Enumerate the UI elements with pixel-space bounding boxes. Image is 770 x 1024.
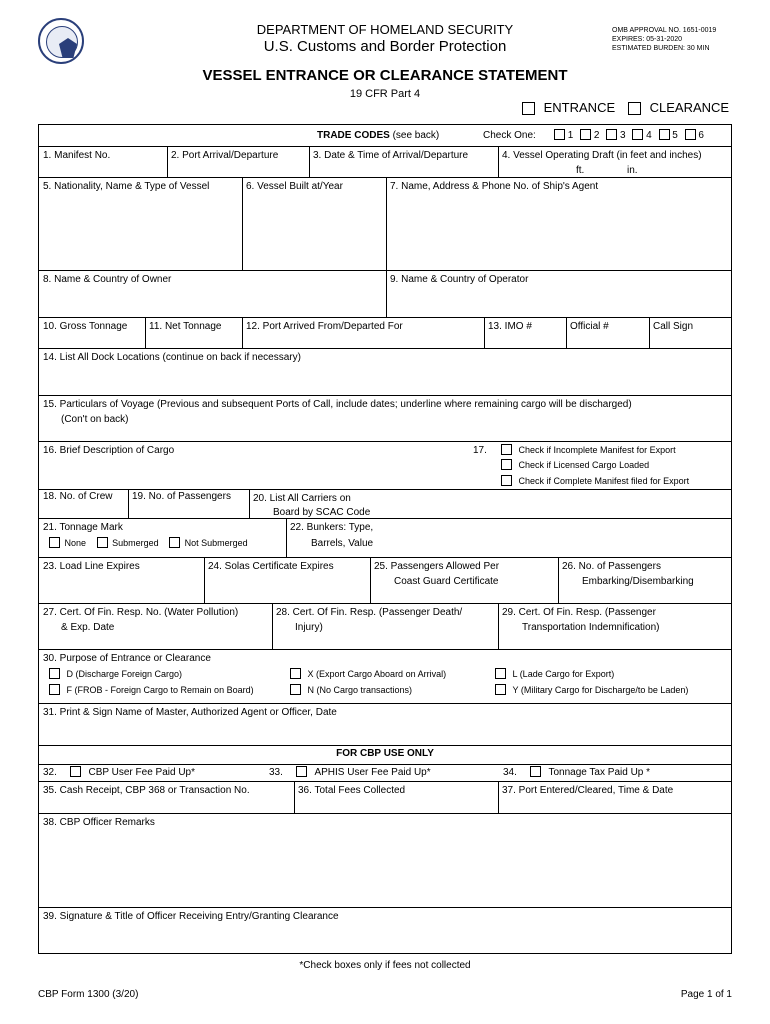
form-grid	[38, 124, 732, 954]
incomplete-manifest-checkbox[interactable]	[501, 444, 512, 455]
total-fees-field[interactable]: 36. Total Fees Collected	[298, 785, 406, 796]
manifest-no-field[interactable]: 1. Manifest No.	[43, 150, 111, 161]
check-one-label: Check One:	[483, 130, 536, 141]
aphis-fee-option[interactable]: 33. APHIS User Fee Paid Up*	[269, 767, 431, 778]
bunkers-field-line2: Barrels, Value	[311, 538, 374, 549]
voyage-cont-label: (Con't on back)	[61, 414, 129, 425]
draft-ft-label: ft.	[576, 165, 585, 176]
complete-manifest-checkbox[interactable]	[501, 475, 512, 486]
purpose-x-checkbox[interactable]	[290, 668, 301, 679]
solas-certificate-field[interactable]: 24. Solas Certificate Expires	[208, 561, 334, 572]
official-no-field[interactable]: Official #	[570, 321, 609, 332]
gross-tonnage-field[interactable]: 10. Gross Tonnage	[43, 321, 128, 332]
transport-indemnification-line2: Transportation Indemnification)	[522, 622, 660, 633]
form-number: CBP Form 1300 (3/20)	[38, 989, 139, 1000]
nationality-field[interactable]: 5. Nationality, Name & Type of Vessel	[43, 181, 210, 192]
passenger-count-field[interactable]: 19. No. of Passengers	[132, 491, 231, 502]
call-sign-field[interactable]: Call Sign	[653, 321, 694, 332]
omb-info: OMB APPROVAL NO. 1651-0019 EXPIRES: 05-31-2020 ESTIMATED BURDEN: 30 MIN	[612, 27, 717, 52]
port-entered-field[interactable]: 37. Port Entered/Cleared, Time & Date	[502, 785, 674, 796]
purpose-f-option[interactable]: F (FROB - Foreign Cargo to Remain on Board)	[49, 683, 254, 698]
agency-name: U.S. Customs and Border Protection	[263, 38, 507, 55]
aphis-fee-checkbox[interactable]	[296, 766, 307, 777]
passengers-embarking-field[interactable]: 26. No. of Passengers	[562, 561, 661, 572]
master-signature-field[interactable]: 31. Print & Sign Name of Master, Authorized Agent or Officer, Date	[43, 707, 337, 718]
transport-indemnification-field[interactable]: 29. Cert. Of Fin. Resp. (Passenger	[502, 607, 656, 618]
date-time-field[interactable]: 3. Date & Time of Arrival/Departure	[313, 150, 469, 161]
purpose-label: 30. Purpose of Entrance or Clearance	[43, 653, 211, 664]
trade-code-2-checkbox[interactable]	[580, 129, 591, 140]
officer-remarks-field[interactable]: 38. CBP Officer Remarks	[43, 817, 155, 828]
department-name: DEPARTMENT OF HOMELAND SECURITY	[256, 22, 514, 37]
purpose-y-checkbox[interactable]	[495, 684, 506, 695]
dock-locations-field[interactable]: 14. List All Dock Locations (continue on back if necessary)	[43, 352, 301, 363]
cbp-use-only-header: FOR CBP USE ONLY	[336, 748, 434, 759]
net-tonnage-field[interactable]: 11. Net Tonnage	[149, 321, 222, 332]
cbp-user-fee-checkbox[interactable]	[70, 766, 81, 777]
field-17-label: 17.	[473, 445, 487, 456]
incomplete-manifest-option[interactable]: Check if Incomplete Manifest for Export	[501, 443, 676, 458]
draft-in-label: in.	[627, 165, 638, 176]
clearance-option[interactable]: CLEARANCE	[628, 100, 729, 115]
cargo-description-field[interactable]: 16. Brief Description of Cargo	[43, 445, 175, 456]
form-title: VESSEL ENTRANCE OR CLEARANCE STATEMENT	[202, 67, 568, 84]
owner-field[interactable]: 8. Name & Country of Owner	[43, 274, 172, 285]
purpose-l-checkbox[interactable]	[495, 668, 506, 679]
trade-code-6-checkbox[interactable]	[685, 129, 696, 140]
passengers-allowed-field[interactable]: 25. Passengers Allowed Per	[374, 561, 500, 572]
licensed-cargo-option[interactable]: Check if Licensed Cargo Loaded	[501, 458, 649, 473]
cash-receipt-field[interactable]: 35. Cash Receipt, CBP 368 or Transaction No.	[43, 785, 250, 796]
trade-code-4-checkbox[interactable]	[632, 129, 643, 140]
imo-field[interactable]: 13. IMO #	[488, 321, 532, 332]
purpose-d-checkbox[interactable]	[49, 668, 60, 679]
page-number: Page 1 of 1	[680, 989, 732, 1000]
purpose-n-option[interactable]: N (No Cargo transactions)	[290, 683, 412, 698]
tonnage-mark-options[interactable]: None Submerged Not Submerged	[49, 536, 248, 551]
entrance-checkbox[interactable]	[522, 102, 535, 115]
water-pollution-cert-field[interactable]: 27. Cert. Of Fin. Resp. No. (Water Pollution)	[43, 607, 239, 618]
purpose-d-option[interactable]: D (Discharge Foreign Cargo)	[49, 667, 182, 682]
port-arrival-field[interactable]: 2. Port Arrival/Departure	[171, 150, 279, 161]
trade-code-1-checkbox[interactable]	[554, 129, 565, 140]
tonnage-tax-option[interactable]: 34. Tonnage Tax Paid Up *	[503, 767, 651, 778]
passengers-allowed-line2: Coast Guard Certificate	[394, 576, 499, 587]
purpose-x-option[interactable]: X (Export Cargo Aboard on Arrival)	[290, 667, 446, 682]
crew-count-field[interactable]: 18. No. of Crew	[43, 491, 113, 502]
tonnage-submerged-checkbox[interactable]	[97, 537, 108, 548]
entrance-option[interactable]: ENTRANCE	[522, 100, 615, 115]
carriers-field-line2: Board by SCAC Code	[273, 507, 371, 518]
trade-code-3-checkbox[interactable]	[606, 129, 617, 140]
officer-signature-field[interactable]: 39. Signature & Title of Officer Receiving Entry/Granting Clearance	[43, 911, 339, 922]
form-subtitle: 19 CFR Part 4	[349, 88, 421, 100]
carriers-field[interactable]: 20. List All Carriers on	[253, 493, 351, 504]
passenger-death-cert-line2: Injury)	[295, 622, 323, 633]
tonnage-tax-checkbox[interactable]	[530, 766, 541, 777]
passengers-embarking-line2: Embarking/Disembarking	[582, 576, 694, 587]
purpose-y-option[interactable]: Y (Military Cargo for Discharge/to be Laden)	[495, 683, 688, 698]
ship-agent-field[interactable]: 7. Name, Address & Phone No. of Ship's Agent	[390, 181, 599, 192]
tonnage-mark-label: 21. Tonnage Mark	[43, 522, 123, 533]
trade-code-options[interactable]: 1 2 3 4 5 6	[554, 128, 704, 143]
licensed-cargo-checkbox[interactable]	[501, 459, 512, 470]
voyage-particulars-field[interactable]: 15. Particulars of Voyage (Previous and subsequent Ports of Call, include dates; underline where remaining cargo will be discharged)	[43, 399, 632, 410]
tonnage-not-submerged-checkbox[interactable]	[169, 537, 180, 548]
port-arrived-field[interactable]: 12. Port Arrived From/Departed For	[246, 321, 403, 332]
tonnage-none-checkbox[interactable]	[49, 537, 60, 548]
vessel-built-field[interactable]: 6. Vessel Built at/Year	[246, 181, 343, 192]
purpose-f-checkbox[interactable]	[49, 684, 60, 695]
load-line-field[interactable]: 23. Load Line Expires	[43, 561, 140, 572]
purpose-l-option[interactable]: L (Lade Cargo for Export)	[495, 667, 614, 682]
complete-manifest-option[interactable]: Check if Complete Manifest filed for Export	[501, 474, 689, 489]
water-pollution-cert-line2: & Exp. Date	[61, 622, 115, 633]
fees-note: *Check boxes only if fees not collected	[299, 960, 471, 971]
trade-code-5-checkbox[interactable]	[659, 129, 670, 140]
clearance-checkbox[interactable]	[628, 102, 641, 115]
passenger-death-cert-field[interactable]: 28. Cert. Of Fin. Resp. (Passenger Death/	[276, 607, 463, 618]
operator-field[interactable]: 9. Name & Country of Operator	[390, 274, 529, 285]
cbp-user-fee-option[interactable]: 32. CBP User Fee Paid Up*	[43, 767, 195, 778]
operating-draft-field[interactable]: 4. Vessel Operating Draft (in feet and inches)	[502, 150, 702, 161]
bunkers-field[interactable]: 22. Bunkers: Type,	[290, 522, 374, 533]
purpose-n-checkbox[interactable]	[290, 684, 301, 695]
trade-codes-label: TRADE CODES (see back)	[317, 130, 440, 141]
